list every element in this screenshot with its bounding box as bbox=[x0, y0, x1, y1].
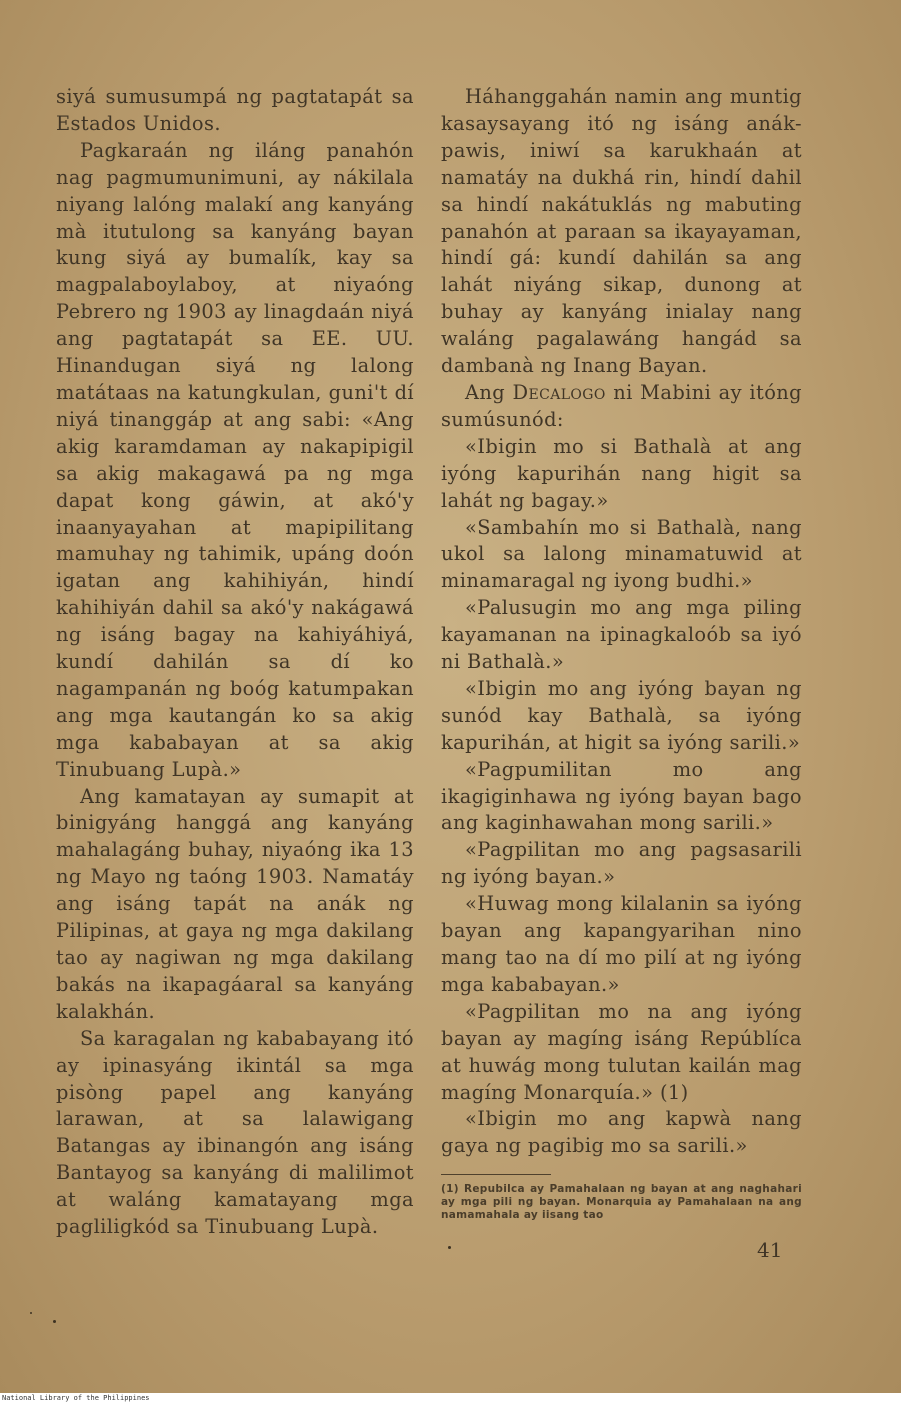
intro-suffix: ni Mabini ay itóng sumúsunód: bbox=[441, 380, 802, 431]
commandment: «Pagpilitan mo ang pagsasarili ng iyóng bayan.» bbox=[441, 838, 802, 889]
paragraph: Háhanggahán namin ang muntig kasaysayang itó ng isáng anák-pawis, iniwí sa karukhaán at namatáy na dukhá rin, hindí dahil sa hindí nakátuklás ng mabuting panahón at paraan sa ikayayaman, hindí gá: kundí dahilán sa ang lahát niyáng sikap, dunong at buhay ay kanyáng inialay nang waláng pagalawáng hangád sa dambanà ng Inang Bayan. bbox=[441, 85, 802, 378]
commandment: «Ibigin mo si Bathalà at ang iyóng kapurihán nang higit sa lahát ng bagay.» bbox=[441, 434, 802, 512]
decalogo-title: Decalogo bbox=[512, 380, 606, 404]
paragraph: siyá sumusumpá ng pagtatapát sa Estados Unidos. bbox=[56, 85, 414, 135]
commandment: «Sambahín mo si Bathalà, nang ukol sa lalong minamatuwid at minamaragal ng iyong budhi.» bbox=[441, 515, 802, 593]
right-column bbox=[441, 84, 802, 1222]
paragraph: Pagkaraán ng iláng panahón nag pagmumunimuni, ay nákilala niyang lalóng malakí ang kanyáng mà itutulong sa kanyáng bayan kung siyá ay bumalík, kay sa magpalaboylaboy, at niyaóng Pebrero ng 1903 ay linagdaán niyá ang pagtatapát sa EE. UU. Hinandugan siyá ng lalong matátaas na katungkulan, guni't dí niyá tinanggáp at ang sabi: «Ang akig karamdaman ay nakapipigil sa akig makagawá pa ng mga dapat kong gáwin, at akó'y inaanyayahan at mapipilitang mamuhay ng tahimik, upáng doón igatan ang kahihiyán, hindí kahihiyán dahil sa akó'y nakágawá ng isáng bagay na kahiyáhiyá, kundí dahilán sa dí ko nagampanán ng boóg katumpakan ang mga kautangán ko sa akig mga kababayan at sa akig Tinubuang Lupà.» bbox=[56, 138, 414, 781]
commandment: «Palusugin mo ang mga piling kayamanan na ipinagkaloób sa iyó ni Bathalà.» bbox=[441, 596, 802, 674]
commandment bbox=[441, 999, 802, 1107]
ink-speck bbox=[53, 1320, 56, 1323]
left-column bbox=[56, 84, 414, 1241]
commandment-text: «Pagpilitan mo na ang iyóng bayan ay magíng isáng Repúblíca at huwág mong tulutan kailán mag magíng Monarquía.» bbox=[441, 999, 802, 1104]
commandment: «Ibigin mo ang kapwà nang gaya ng pagibig mo sa sarili.» bbox=[441, 1107, 802, 1158]
page-number: 41 bbox=[757, 1238, 783, 1262]
ink-speck bbox=[448, 1246, 451, 1249]
commandment: «Pagpumilitan mo ang ikagiginhawa ng iyóng bayan bago ang kaginhawahan mong sarili.» bbox=[441, 757, 802, 835]
ink-speck bbox=[30, 1312, 32, 1314]
library-credit: National Library of the Philippines bbox=[2, 1394, 150, 1402]
intro-prefix: Ang bbox=[465, 380, 506, 404]
paragraph: Sa karagalan ng kababayang itó ay ipinasyáng ikintál sa mga pisòng papel ang kanyáng larawan, at sa lalawigang Batangas ay ibinangón ang isáng Bantayog sa kanyáng di malilimot at waláng kamatayang mga pagliligkód sa Tinubuang Lupà. bbox=[56, 1026, 414, 1239]
decalogo-intro bbox=[441, 380, 802, 434]
commandment: «Ibigin mo ang iyóng bayan ng sunód kay Bathalà, sa iyóng kapurihán, at higit sa iyóng sarili.» bbox=[441, 676, 802, 754]
footnote-marker: (1) bbox=[659, 1080, 689, 1104]
footnote-divider bbox=[441, 1174, 551, 1175]
footnote: (1) Repubilca ay Pamahalaan ng bayan at ang naghahari ay mga pili ng bayan. Monarquia ay Pamahalaan na ang namamahala ay iisang tao bbox=[441, 1183, 802, 1222]
paragraph: Ang kamatayan ay sumapit at binigyáng hanggá ang kanyáng mahalagáng buhay, niyaóng ika 13 ng Mayo ng taóng 1903. Namatáy ang isáng tapát na anák ng Pilipinas, at gaya ng mga dakilang tao ay nagiwan ng mga dakilang bakás na ikapagáaral sa kanyáng kalakhán. bbox=[56, 784, 414, 1023]
commandment: «Huwag mong kilalanin sa iyóng bayan ang kapangyarihan nino mang tao na dí mo pilí at ng iyóng mga kababayan.» bbox=[441, 892, 802, 996]
